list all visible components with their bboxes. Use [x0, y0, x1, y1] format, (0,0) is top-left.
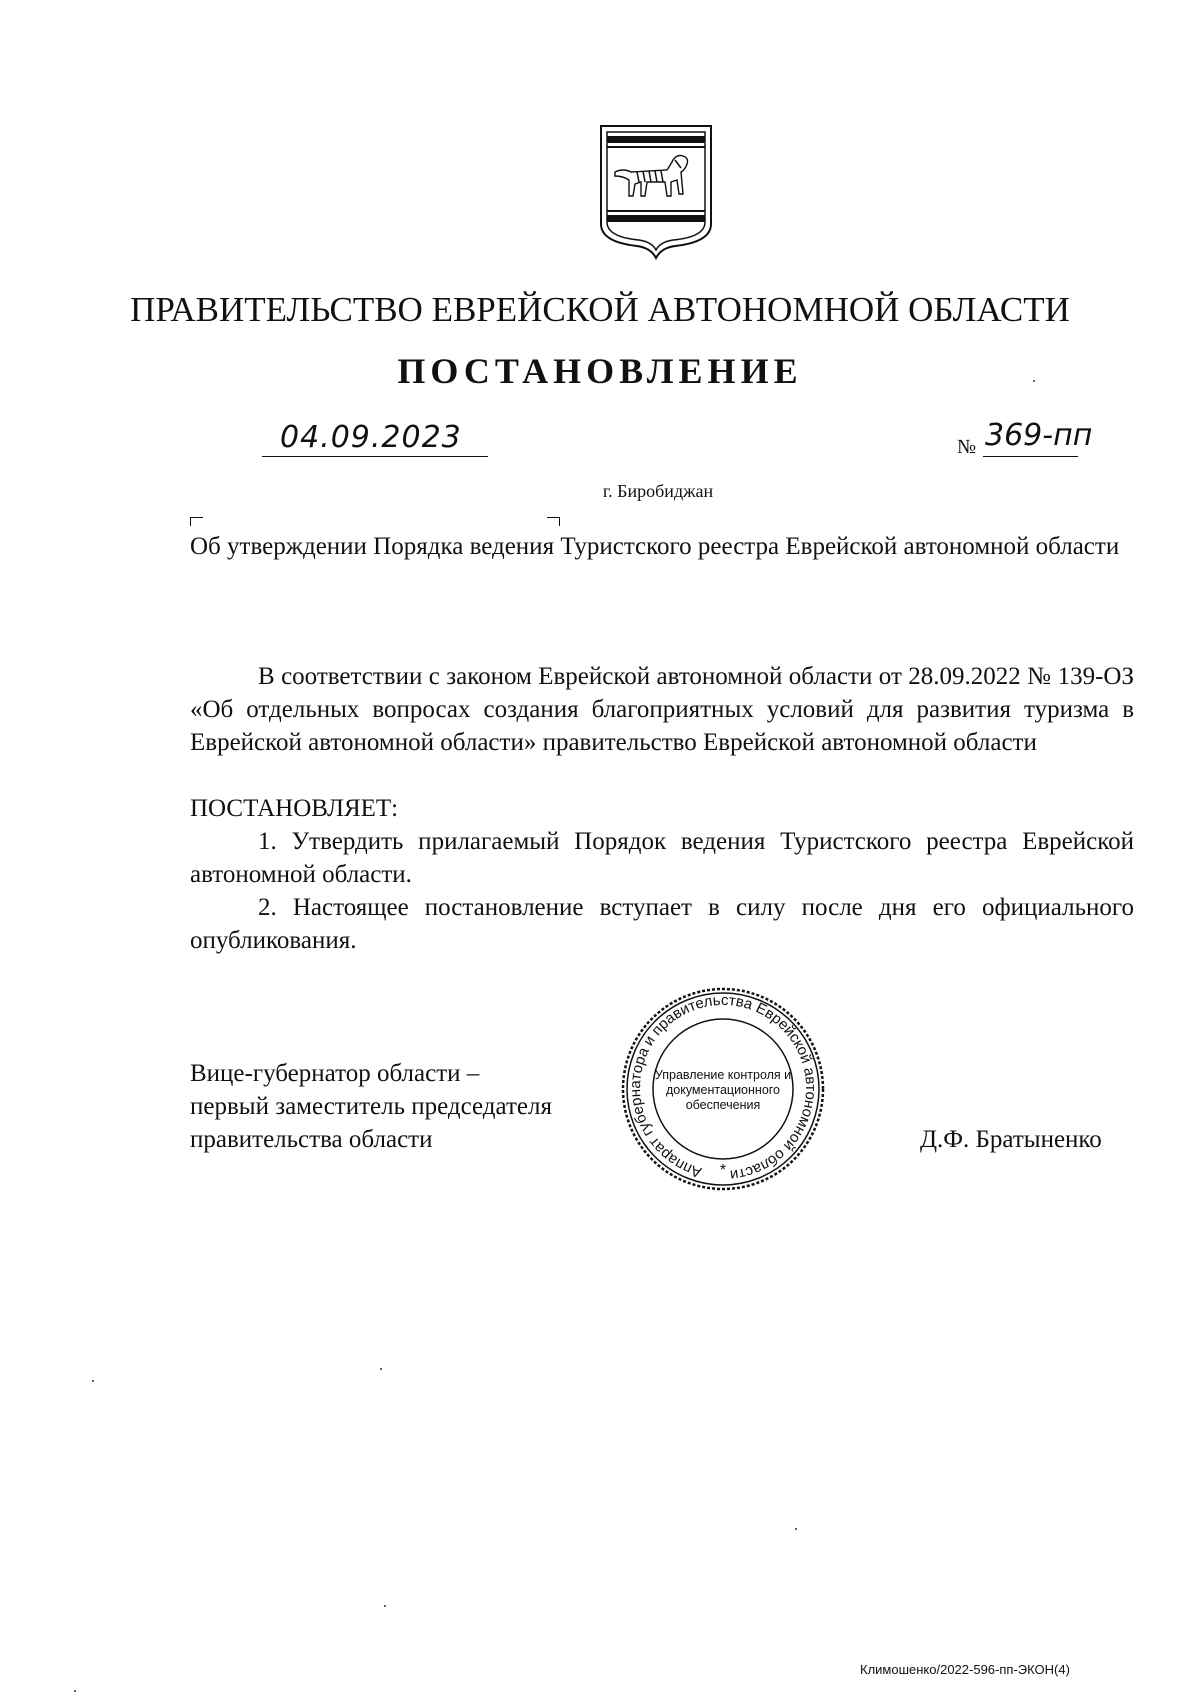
resolution-item-1: 1. Утвердить прилагаемый Порядок ведения Туристского реестра Еврейской автономной области.: [190, 828, 1134, 888]
official-seal: [618, 983, 828, 1195]
scan-speck: [1033, 380, 1035, 382]
signatory-position-line-2: первый заместитель председателя: [190, 1093, 552, 1120]
signatory-position: [190, 1057, 552, 1156]
seal-outer-textpath: Аппарат губернатора и правительства Еврейской автономной области: [626, 991, 820, 1184]
subject-corner-right: [547, 517, 560, 526]
signatory-position-line-3: правительства области: [190, 1126, 433, 1153]
number-sign: №: [957, 436, 977, 458]
seal-inner-line-1: Управление контроля и: [654, 1068, 792, 1082]
document-number: 369-пп: [985, 418, 1093, 453]
subject-corner-left: [190, 517, 203, 526]
scan-speck: [74, 1690, 76, 1692]
scan-speck: [92, 1380, 94, 1382]
document-footer-code: Климошенко/2022-596-пп-ЭКОН(4): [860, 1662, 1070, 1677]
document-type: ПОСТАНОВЛЕНИЕ: [397, 351, 803, 391]
city-name: г. Биробиджан: [602, 481, 714, 501]
seal-inner-line-2: документационного: [665, 1083, 781, 1097]
signatory-position-line-1: Вице-губернатор области –: [190, 1060, 480, 1087]
government-title: ПРАВИТЕЛЬСТВО ЕВРЕЙСКОЙ АВТОНОМНОЙ ОБЛАСТИ: [130, 290, 1070, 329]
seal-inner-line-3: обеспечения: [685, 1098, 761, 1112]
document-date: 04.09.2023: [280, 420, 462, 455]
resolution-item-2: 2. Настоящее постановление вступает в силу после дня его официального опубликования.: [190, 894, 1134, 954]
number-underline: [983, 456, 1078, 457]
signatory-name: Д.Ф. Братыненко: [920, 1126, 1102, 1153]
preamble-paragraph: В соответствии с законом Еврейской автономной области от 28.09.2022 № 139-ОЗ «Об отдельных вопросах создания благоприятных условий для развития туризма в Еврейской автономной области» правительство Еврейской автономной области: [190, 663, 1134, 756]
document-subject: Об утверждении Порядка ведения Туристского реестра Еврейской автономной области: [190, 533, 1120, 560]
coat-of-arms-icon: [597, 124, 715, 262]
date-underline: [262, 456, 488, 457]
seal-star: *: [719, 1162, 727, 1179]
scan-speck: [384, 1605, 386, 1607]
scan-speck: [795, 1528, 797, 1530]
resolves-heading: ПОСТАНОВЛЯЕТ:: [190, 795, 399, 822]
scan-speck: [380, 1368, 382, 1370]
